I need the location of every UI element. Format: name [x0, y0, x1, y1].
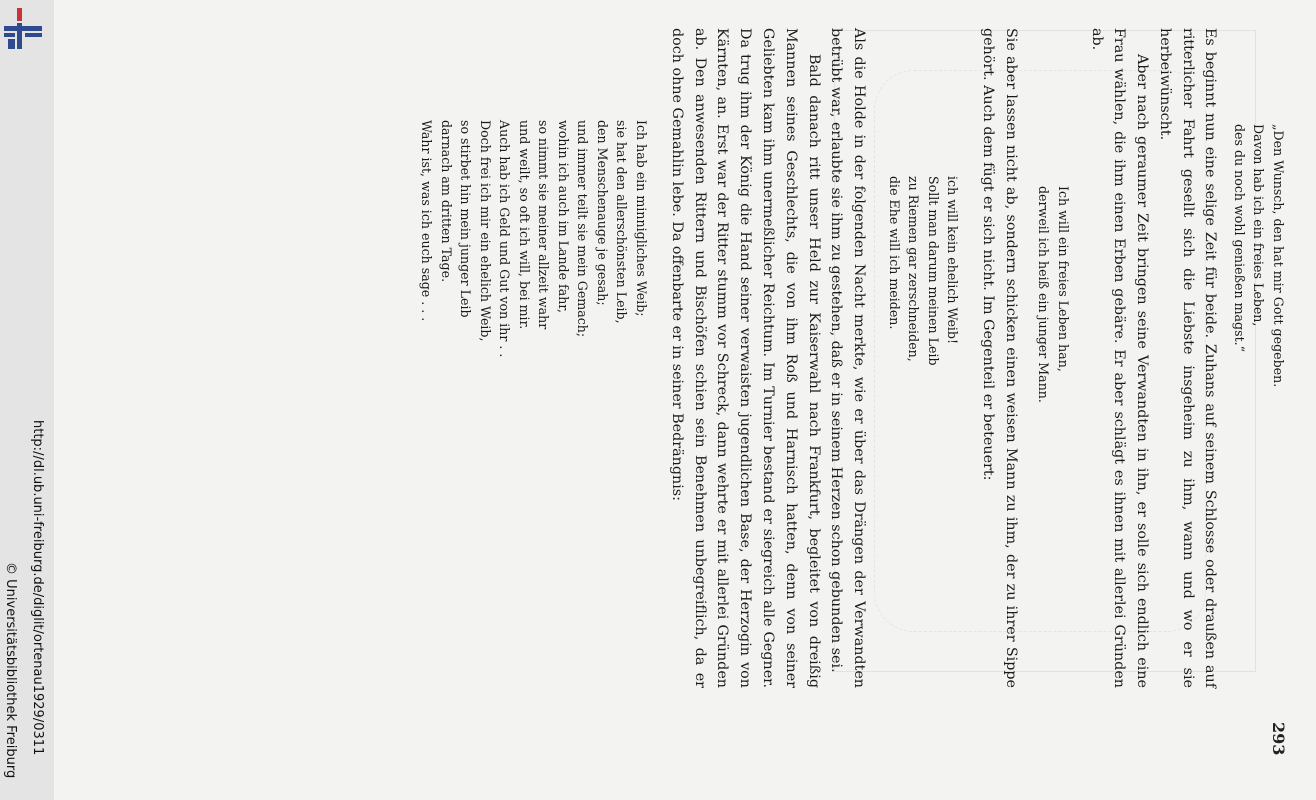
- verse-line: Auch hab ich Geld und Gut von ihr . .: [497, 120, 513, 358]
- paragraph: Es beginnt nun eine selige Zeit für beide. Zuhans auf seinem Schlosse oder draußen auf ritterlicher Fahrt gesellt sich die Liebste insgeheim zu ihm, wann und wo er sie herbeiwünscht.: [1156, 28, 1219, 688]
- paragraph: Bald danach ritt unser Held zur Kaiserwahl nach Frankfurt, begleitet von dreißig Mannen seines Geschlechts, die von ihm Roß und Harnisch hatten, denn von seiner Geliebten kam ihm unermeßlicher Reichtum. Im Turnier bestand er siegreich alle Gegner. Da trug ihm der König die Hand seiner verwaisten jugendlichen Base, der Herzogin von Kärnten, an. Erst war der Ritter stumm vor Schreck, dann wehrte er mit allerlei Gründen ab. Den anwesenden Rittern und Bischöfen schien sein Benehmen unbegreiflich, da er doch ohne Gemahlin lebe. Da offenbarte er in seiner Bedrängnis:: [668, 28, 822, 688]
- verse-line: so stirbet hin mein junger Leib: [458, 120, 474, 318]
- verse-line: ich will kein ehelich Weib!: [945, 176, 961, 345]
- verse-line: Ich hab ein minnigliches Weib;: [633, 120, 649, 317]
- verse-block: [417, 120, 651, 688]
- verse-line: „Den Wunsch, den hat mir Gott gegeben.: [1271, 124, 1286, 388]
- scanned-page: [54, 0, 1316, 800]
- page-number: 293: [1269, 722, 1288, 756]
- verse-line: des du noch wohl genießen magst.“: [1232, 124, 1247, 353]
- verse-line: und immer teilt sie mein Gemach;: [575, 120, 591, 338]
- paragraph: Sie aber lassen nicht ab, sondern schicken einen weisen Mann zu ihm, der zu ihrer Sippe gehört. Auch dem fügt er sich nicht. Im Gegenteil er beteuert:: [979, 28, 1019, 688]
- verse-line: darnach am dritten Tage.: [438, 120, 454, 283]
- paragraph: Aber nach geraumer Zeit bringen seine Verwandten in ihn, er solle sich endlich eine Frau wählen, die ihm einen Erben gebäre. Er aber schlägt es ihnen mit allerlei Gründen ab.: [1088, 28, 1151, 688]
- rotated-page-content: [54, 0, 1316, 800]
- verse-line: und weilt, so oft ich will, bei mir.: [516, 120, 532, 330]
- verse-line: Wahr ist, was ich euch sage . . .: [419, 120, 435, 322]
- verse-line: Doch frei ich mir ein ehelich Weib,: [477, 120, 493, 342]
- verse-block: [884, 176, 962, 688]
- verse-line: den Menschenauge je gesah;: [594, 120, 610, 306]
- paragraph: Als die Holde in der folgenden Nacht merkte, wie er über das Drängen der Verwandten betrübt war, erlaubte sie ihm zu gestehen, daß er in seinem Herzen schon gebunden sei.: [828, 28, 868, 688]
- verse-line: derweil ich heiß ein junger Mann.: [1036, 186, 1052, 403]
- page-text: [417, 28, 1288, 688]
- verse-block: [1230, 124, 1289, 688]
- verse-line: sie hat den allerschönsten Leib,: [614, 120, 630, 324]
- verse-line: Sollt man darum meinen Leib: [925, 176, 941, 366]
- source-url-link[interactable]: http://dl.ub.uni-freiburg.de/diglit/ortenau1929/0311: [30, 420, 45, 756]
- verse-line: Ich will ein freies Leben han,: [1055, 186, 1071, 372]
- verse-line: wohin ich auch im Lande fahr,: [555, 120, 571, 313]
- sidebar-footer: [0, 0, 54, 800]
- verse-line: Davon hab ich ein freies Leben,: [1251, 124, 1267, 327]
- verse-line: die Ehe will ich meiden.: [886, 176, 902, 330]
- verse-line: zu Riemen gar zerschneiden,: [906, 176, 922, 362]
- verse-line: so nimmt sie meiner allzeit wahr: [536, 120, 552, 330]
- copyright-notice: © Universitätsbibliothek Freiburg: [3, 562, 18, 779]
- verse-block: [1034, 186, 1073, 688]
